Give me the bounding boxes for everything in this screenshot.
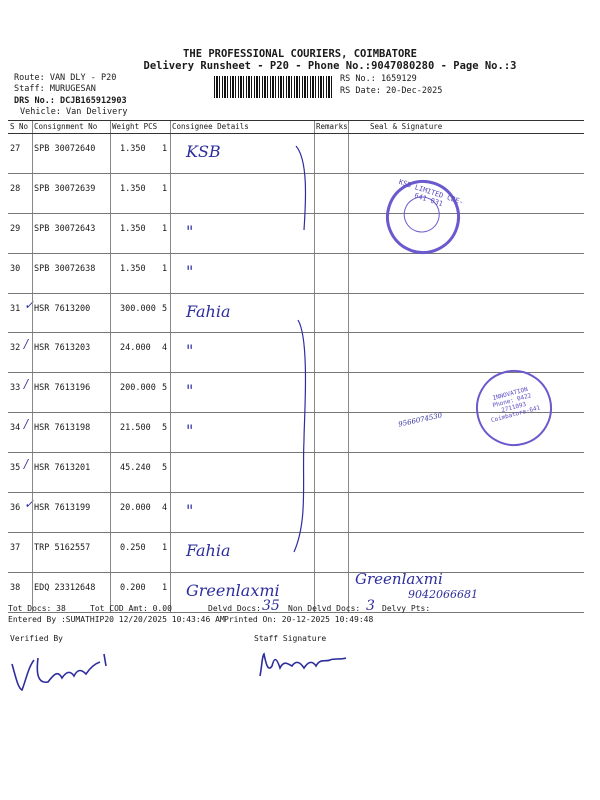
row-consignee-handwriting: Fahia	[186, 540, 231, 560]
row-weight: 300.000	[120, 303, 156, 314]
row38-seal-handwriting: Greenlaxmi	[355, 570, 443, 588]
row-tick: ✓	[24, 497, 35, 512]
row-consignee-handwriting: "	[186, 421, 194, 441]
total-docs: Tot Docs: 38	[8, 604, 66, 613]
col-weight-pcs: Weight PCS	[112, 122, 158, 131]
handwritten-bracket	[290, 140, 320, 570]
staff-label: Staff: MURUGESAN	[14, 84, 96, 94]
row-sno: 38	[10, 582, 21, 593]
verified-by-label: Verified By	[10, 634, 63, 643]
row-pcs: 5	[162, 303, 168, 314]
col-remarks: Remarks	[316, 122, 348, 131]
verifier-signature	[8, 644, 118, 696]
vehicle-label: Vehicle: Van Delivery	[20, 107, 128, 117]
row-consignment-no: HSR 7613201	[34, 463, 91, 474]
row-pcs: 5	[162, 383, 168, 394]
printed-on: Printed On: 20-12-2025 10:49:48	[224, 615, 374, 624]
rs-date: RS Date: 20-Dec-2025	[340, 86, 443, 96]
row-consignee-handwriting: Greenlaxmi	[186, 580, 280, 600]
row-consignee-handwriting: "	[186, 261, 194, 281]
row-sno: 37	[10, 542, 21, 553]
row-consignment-no: HSR 7613199	[34, 503, 91, 514]
row-consignee-handwriting: KSB	[186, 142, 221, 161]
row-weight: 45.240	[120, 463, 151, 474]
row-consignment-no: HSR 7613200	[34, 303, 91, 314]
row-sno: 29	[10, 223, 21, 234]
row-pcs: 5	[162, 423, 168, 434]
row-pcs: 1	[162, 223, 168, 234]
barcode	[214, 76, 334, 98]
innovation-seal-stamp: INNOVATION Phone: 0422 2711093 Coimbatore-641	[467, 361, 560, 454]
rs-number: RS No.: 1659129	[340, 74, 417, 84]
col-consignee: Consignee Details	[172, 122, 249, 131]
row-consignment-no: HSR 7613198	[34, 423, 91, 434]
row-consignment-no: SPB 30072640	[34, 144, 96, 154]
row-sno: 31	[10, 303, 21, 314]
delivered-docs-label: Delvd Docs:	[208, 604, 261, 613]
total-cod-amount: Tot COD Amt: 0.00	[90, 604, 172, 613]
non-delivered-docs-count: 3	[366, 598, 375, 614]
row-pcs: 1	[162, 183, 168, 194]
row-consignee-handwriting: Fahia	[186, 301, 231, 321]
row-consignee-handwriting: "	[186, 501, 194, 521]
row-weight: 1.350	[120, 223, 146, 234]
row38-phone-handwriting: 9042066681	[408, 588, 478, 601]
row-consignment-no: HSR 7613196	[34, 383, 91, 394]
row-weight: 1.350	[120, 263, 146, 274]
row-weight: 21.500	[120, 423, 151, 434]
row-pcs: 1	[162, 263, 168, 274]
row-sno: 30	[10, 263, 21, 274]
company-title: THE PROFESSIONAL COURIERS, COIMBATORE	[183, 48, 417, 60]
row-weight: 1.350	[120, 183, 146, 194]
row-sno: 33	[10, 383, 21, 394]
row-pcs: 4	[162, 503, 168, 514]
col-sno: S No	[10, 122, 29, 131]
row-pcs: 4	[162, 343, 168, 354]
runsheet-subtitle: Delivery Runsheet - P20 - Phone No.:9047080280 - Page No.:3	[143, 60, 517, 72]
table-header	[8, 120, 584, 134]
col-seal: Seal & Signature	[370, 122, 443, 131]
row-tick: /	[24, 457, 29, 472]
row-consignment-no: SPB 30072643	[34, 223, 96, 234]
row-consignee-handwriting: "	[186, 381, 194, 401]
drs-number: DRS No.: DCJB165912903	[14, 96, 127, 106]
row-tick: ✓	[24, 297, 35, 312]
delivery-points-label: Delvy Pts:	[382, 604, 431, 613]
row-tick: /	[24, 377, 29, 392]
entered-by: Entered By :SUMATHIP20 12/20/2025 10:43:46 AM	[8, 615, 225, 624]
row-weight: 200.000	[120, 383, 156, 394]
row-pcs: 1	[162, 542, 168, 553]
row-pcs: 1	[162, 582, 168, 593]
row-sno: 36	[10, 503, 21, 514]
row-weight: 20.000	[120, 503, 151, 514]
row-sno: 32	[10, 343, 21, 354]
row-weight: 0.200	[120, 582, 146, 593]
row-weight: 24.000	[120, 343, 151, 354]
row-consignment-no: TRP 5162557	[34, 542, 91, 553]
row-consignment-no: EDQ 23312648	[34, 582, 96, 593]
row-consignment-no: SPB 30072639	[34, 183, 96, 194]
row-sno: 34	[10, 423, 21, 434]
staff-signature-label: Staff Signature	[254, 634, 327, 643]
row-sno: 35	[10, 463, 21, 474]
col-consignment: Consignment No	[34, 122, 98, 131]
row-consignment-no: SPB 30072638	[34, 263, 96, 274]
row-weight: 1.350	[120, 144, 146, 154]
row-pcs: 1	[162, 144, 168, 154]
staff-signature	[254, 646, 364, 686]
row-pcs: 5	[162, 463, 168, 474]
delivered-docs-count: 35	[262, 598, 280, 614]
ksb-seal-stamp: KSB LIMITED CBE-641 031	[376, 170, 469, 263]
route-label: Route: VAN DLY - P20	[14, 73, 117, 83]
row-tick: /	[24, 417, 29, 432]
row-consignee-handwriting: "	[186, 341, 194, 361]
row-weight: 0.250	[120, 542, 146, 553]
non-delivered-docs-label: Non Delvd Docs:	[288, 604, 361, 613]
row-sno: 28	[10, 183, 21, 194]
row-consignment-no: HSR 7613203	[34, 343, 91, 354]
row-sno: 27	[10, 144, 21, 154]
row-consignee-handwriting: "	[186, 221, 194, 241]
row34-phone-handwriting: 9566074530	[397, 411, 443, 429]
row-tick: /	[24, 337, 29, 352]
